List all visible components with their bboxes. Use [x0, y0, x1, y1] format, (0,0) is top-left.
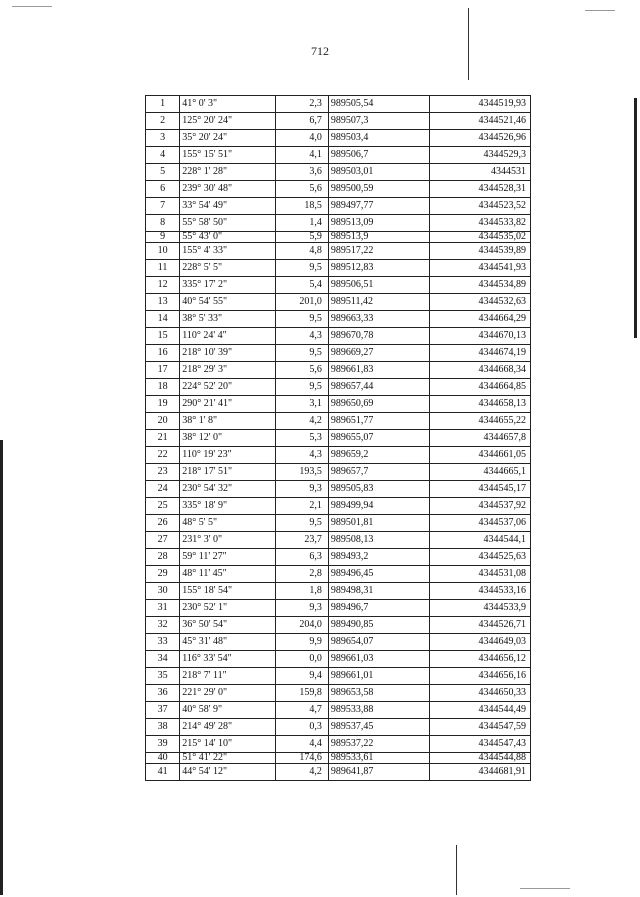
table-row	[146, 583, 531, 600]
distance-cell: 4,2	[275, 413, 328, 430]
direction-angle-cell: 224° 52' 20"	[180, 379, 275, 396]
x-coordinate-cell: 989654,07	[328, 634, 429, 651]
distance-cell: 3,1	[275, 396, 328, 413]
table-row	[146, 549, 531, 566]
row-number-cell: 8	[146, 215, 180, 232]
distance-cell: 4,0	[275, 130, 328, 147]
table-row	[146, 481, 531, 498]
scan-edge-line-left	[0, 440, 3, 895]
y-coordinate-cell: 4344534,89	[429, 277, 530, 294]
distance-cell: 9,4	[275, 668, 328, 685]
y-coordinate-cell: 4344531,08	[429, 566, 530, 583]
table-row	[146, 277, 531, 294]
row-number-cell: 2	[146, 113, 180, 130]
x-coordinate-cell: 989641,87	[328, 764, 429, 781]
row-number-cell: 11	[146, 260, 180, 277]
direction-angle-cell: 218° 29' 3"	[180, 362, 275, 379]
row-number-cell: 19	[146, 396, 180, 413]
row-number-cell: 3	[146, 130, 180, 147]
y-coordinate-cell: 4344655,22	[429, 413, 530, 430]
x-coordinate-cell: 989503,4	[328, 130, 429, 147]
y-coordinate-cell: 4344665,1	[429, 464, 530, 481]
table-row	[146, 668, 531, 685]
distance-cell: 9,5	[275, 311, 328, 328]
distance-cell: 9,5	[275, 379, 328, 396]
table-row	[146, 96, 531, 113]
x-coordinate-cell: 989508,13	[328, 532, 429, 549]
table-row	[146, 311, 531, 328]
distance-cell: 6,7	[275, 113, 328, 130]
x-coordinate-cell: 989533,88	[328, 702, 429, 719]
scan-edge-line-right	[634, 98, 637, 338]
distance-cell: 2,8	[275, 566, 328, 583]
y-coordinate-cell: 4344547,43	[429, 736, 530, 753]
x-coordinate-cell: 989661,03	[328, 651, 429, 668]
distance-cell: 2,3	[275, 96, 328, 113]
distance-cell: 4,2	[275, 764, 328, 781]
distance-cell: 5,9	[275, 232, 328, 243]
direction-angle-cell: 55° 43' 0"	[180, 232, 275, 243]
distance-cell: 201,0	[275, 294, 328, 311]
direction-angle-cell: 116° 33' 54"	[180, 651, 275, 668]
direction-angle-cell: 214° 49' 28"	[180, 719, 275, 736]
distance-cell: 9,5	[275, 515, 328, 532]
table-row	[146, 532, 531, 549]
y-coordinate-cell: 4344531	[429, 164, 530, 181]
scan-speck	[585, 10, 615, 11]
table-row	[146, 243, 531, 260]
table-row	[146, 328, 531, 345]
x-coordinate-cell: 989659,2	[328, 447, 429, 464]
table-row	[146, 345, 531, 362]
table-row	[146, 147, 531, 164]
x-coordinate-cell: 989505,54	[328, 96, 429, 113]
x-coordinate-cell: 989496,45	[328, 566, 429, 583]
direction-angle-cell: 110° 24' 4"	[180, 328, 275, 345]
table-row	[146, 379, 531, 396]
direction-angle-cell: 33° 54' 49"	[180, 198, 275, 215]
x-coordinate-cell: 989500,59	[328, 181, 429, 198]
distance-cell: 4,7	[275, 702, 328, 719]
coordinates-table	[145, 95, 531, 781]
y-coordinate-cell: 4344525,63	[429, 549, 530, 566]
direction-angle-cell: 38° 1' 8"	[180, 413, 275, 430]
x-coordinate-cell: 989496,7	[328, 600, 429, 617]
coordinates-table-body	[146, 96, 531, 781]
distance-cell: 2,1	[275, 498, 328, 515]
x-coordinate-cell: 989670,78	[328, 328, 429, 345]
table-row	[146, 413, 531, 430]
x-coordinate-cell: 989503,01	[328, 164, 429, 181]
distance-cell: 6,3	[275, 549, 328, 566]
direction-angle-cell: 228° 5' 5"	[180, 260, 275, 277]
row-number-cell: 39	[146, 736, 180, 753]
distance-cell: 4,3	[275, 328, 328, 345]
distance-cell: 5,6	[275, 181, 328, 198]
table-row	[146, 736, 531, 753]
row-number-cell: 22	[146, 447, 180, 464]
y-coordinate-cell: 4344681,91	[429, 764, 530, 781]
direction-angle-cell: 35° 20' 24"	[180, 130, 275, 147]
table-row	[146, 651, 531, 668]
distance-cell: 204,0	[275, 617, 328, 634]
distance-cell: 9,5	[275, 345, 328, 362]
direction-angle-cell: 55° 58' 50"	[180, 215, 275, 232]
distance-cell: 9,5	[275, 260, 328, 277]
direction-angle-cell: 44° 54' 12"	[180, 764, 275, 781]
x-coordinate-cell: 989501,81	[328, 515, 429, 532]
direction-angle-cell: 38° 12' 0"	[180, 430, 275, 447]
y-coordinate-cell: 4344533,82	[429, 215, 530, 232]
distance-cell: 5,6	[275, 362, 328, 379]
y-coordinate-cell: 4344668,34	[429, 362, 530, 379]
y-coordinate-cell: 4344526,96	[429, 130, 530, 147]
y-coordinate-cell: 4344529,3	[429, 147, 530, 164]
y-coordinate-cell: 4344532,63	[429, 294, 530, 311]
y-coordinate-cell: 4344661,05	[429, 447, 530, 464]
direction-angle-cell: 38° 5' 33"	[180, 311, 275, 328]
y-coordinate-cell: 4344656,16	[429, 668, 530, 685]
row-number-cell: 1	[146, 96, 180, 113]
distance-cell: 174,6	[275, 753, 328, 764]
direction-angle-cell: 48° 5' 5"	[180, 515, 275, 532]
table-row	[146, 396, 531, 413]
direction-angle-cell: 51° 41' 22"	[180, 753, 275, 764]
x-coordinate-cell: 989511,42	[328, 294, 429, 311]
row-number-cell: 40	[146, 753, 180, 764]
direction-angle-cell: 155° 18' 54"	[180, 583, 275, 600]
direction-angle-cell: 218° 10' 39"	[180, 345, 275, 362]
y-coordinate-cell: 4344541,93	[429, 260, 530, 277]
y-coordinate-cell: 4344649,03	[429, 634, 530, 651]
scan-speck	[520, 888, 570, 889]
direction-angle-cell: 231° 3' 0"	[180, 532, 275, 549]
table-row	[146, 113, 531, 130]
direction-angle-cell: 239° 30' 48"	[180, 181, 275, 198]
distance-cell: 4,3	[275, 447, 328, 464]
direction-angle-cell: 218° 17' 51"	[180, 464, 275, 481]
table-row	[146, 634, 531, 651]
table-row	[146, 130, 531, 147]
x-coordinate-cell: 989506,7	[328, 147, 429, 164]
table-row	[146, 447, 531, 464]
x-coordinate-cell: 989513,9	[328, 232, 429, 243]
y-coordinate-cell: 4344523,52	[429, 198, 530, 215]
row-number-cell: 33	[146, 634, 180, 651]
table-row	[146, 164, 531, 181]
distance-cell: 5,3	[275, 430, 328, 447]
row-number-cell: 29	[146, 566, 180, 583]
table-row	[146, 600, 531, 617]
row-number-cell: 20	[146, 413, 180, 430]
y-coordinate-cell: 4344544,88	[429, 753, 530, 764]
distance-cell: 9,3	[275, 481, 328, 498]
direction-angle-cell: 40° 54' 55"	[180, 294, 275, 311]
distance-cell: 5,4	[275, 277, 328, 294]
x-coordinate-cell: 989493,2	[328, 549, 429, 566]
row-number-cell: 36	[146, 685, 180, 702]
direction-angle-cell: 290° 21' 41"	[180, 396, 275, 413]
row-number-cell: 21	[146, 430, 180, 447]
row-number-cell: 34	[146, 651, 180, 668]
y-coordinate-cell: 4344658,13	[429, 396, 530, 413]
scan-speck	[12, 6, 52, 7]
table-row	[146, 685, 531, 702]
row-number-cell: 27	[146, 532, 180, 549]
direction-angle-cell: 125° 20' 24"	[180, 113, 275, 130]
y-coordinate-cell: 4344533,16	[429, 583, 530, 600]
x-coordinate-cell: 989499,94	[328, 498, 429, 515]
y-coordinate-cell: 4344664,85	[429, 379, 530, 396]
direction-angle-cell: 45° 31' 48"	[180, 634, 275, 651]
x-coordinate-cell: 989505,83	[328, 481, 429, 498]
row-number-cell: 7	[146, 198, 180, 215]
distance-cell: 18,5	[275, 198, 328, 215]
y-coordinate-cell: 4344544,1	[429, 532, 530, 549]
y-coordinate-cell: 4344544,49	[429, 702, 530, 719]
scan-edge-line-bottom	[456, 845, 457, 895]
y-coordinate-cell: 4344650,33	[429, 685, 530, 702]
y-coordinate-cell: 4344656,12	[429, 651, 530, 668]
table-row	[146, 181, 531, 198]
direction-angle-cell: 221° 29' 0"	[180, 685, 275, 702]
row-number-cell: 15	[146, 328, 180, 345]
direction-angle-cell: 36° 50' 54"	[180, 617, 275, 634]
table-row	[146, 464, 531, 481]
x-coordinate-cell: 989661,83	[328, 362, 429, 379]
row-number-cell: 35	[146, 668, 180, 685]
row-number-cell: 14	[146, 311, 180, 328]
row-number-cell: 26	[146, 515, 180, 532]
table-row	[146, 198, 531, 215]
table-row	[146, 294, 531, 311]
x-coordinate-cell: 989657,7	[328, 464, 429, 481]
table-row	[146, 764, 531, 781]
table-row	[146, 215, 531, 232]
direction-angle-cell: 215° 14' 10"	[180, 736, 275, 753]
distance-cell: 159,8	[275, 685, 328, 702]
x-coordinate-cell: 989533,61	[328, 753, 429, 764]
x-coordinate-cell: 989513,09	[328, 215, 429, 232]
direction-angle-cell: 230° 52' 1"	[180, 600, 275, 617]
y-coordinate-cell: 4344519,93	[429, 96, 530, 113]
table-row	[146, 617, 531, 634]
table-row	[146, 232, 531, 243]
x-coordinate-cell: 989653,58	[328, 685, 429, 702]
table-row	[146, 260, 531, 277]
x-coordinate-cell: 989661,01	[328, 668, 429, 685]
y-coordinate-cell: 4344657,8	[429, 430, 530, 447]
y-coordinate-cell: 4344535,02	[429, 232, 530, 243]
x-coordinate-cell: 989655,07	[328, 430, 429, 447]
direction-angle-cell: 228° 1' 28"	[180, 164, 275, 181]
x-coordinate-cell: 989517,22	[328, 243, 429, 260]
table-row	[146, 498, 531, 515]
row-number-cell: 4	[146, 147, 180, 164]
x-coordinate-cell: 989512,83	[328, 260, 429, 277]
direction-angle-cell: 230° 54' 32"	[180, 481, 275, 498]
distance-cell: 0,0	[275, 651, 328, 668]
row-number-cell: 37	[146, 702, 180, 719]
distance-cell: 23,7	[275, 532, 328, 549]
row-number-cell: 6	[146, 181, 180, 198]
table-row	[146, 753, 531, 764]
x-coordinate-cell: 989537,22	[328, 736, 429, 753]
direction-angle-cell: 110° 19' 23"	[180, 447, 275, 464]
y-coordinate-cell: 4344547,59	[429, 719, 530, 736]
table-row	[146, 515, 531, 532]
distance-cell: 4,1	[275, 147, 328, 164]
table-row	[146, 702, 531, 719]
x-coordinate-cell: 989498,31	[328, 583, 429, 600]
direction-angle-cell: 335° 17' 2"	[180, 277, 275, 294]
direction-angle-cell: 155° 4' 33"	[180, 243, 275, 260]
row-number-cell: 10	[146, 243, 180, 260]
table-row	[146, 362, 531, 379]
row-number-cell: 16	[146, 345, 180, 362]
row-number-cell: 30	[146, 583, 180, 600]
y-coordinate-cell: 4344537,92	[429, 498, 530, 515]
x-coordinate-cell: 989537,45	[328, 719, 429, 736]
x-coordinate-cell: 989507,3	[328, 113, 429, 130]
direction-angle-cell: 40° 58' 9"	[180, 702, 275, 719]
x-coordinate-cell: 989490,85	[328, 617, 429, 634]
direction-angle-cell: 335° 18' 9"	[180, 498, 275, 515]
row-number-cell: 18	[146, 379, 180, 396]
distance-cell: 1,4	[275, 215, 328, 232]
table-row	[146, 566, 531, 583]
x-coordinate-cell: 989497,77	[328, 198, 429, 215]
direction-angle-cell: 41° 0' 3"	[180, 96, 275, 113]
x-coordinate-cell: 989650,69	[328, 396, 429, 413]
row-number-cell: 23	[146, 464, 180, 481]
direction-angle-cell: 218° 7' 11"	[180, 668, 275, 685]
row-number-cell: 28	[146, 549, 180, 566]
distance-cell: 9,9	[275, 634, 328, 651]
row-number-cell: 31	[146, 600, 180, 617]
x-coordinate-cell: 989663,33	[328, 311, 429, 328]
row-number-cell: 13	[146, 294, 180, 311]
x-coordinate-cell: 989506,51	[328, 277, 429, 294]
table-row	[146, 430, 531, 447]
row-number-cell: 25	[146, 498, 180, 515]
y-coordinate-cell: 4344670,13	[429, 328, 530, 345]
direction-angle-cell: 59° 11' 27"	[180, 549, 275, 566]
row-number-cell: 17	[146, 362, 180, 379]
row-number-cell: 41	[146, 764, 180, 781]
y-coordinate-cell: 4344537,06	[429, 515, 530, 532]
distance-cell: 0,3	[275, 719, 328, 736]
table-row	[146, 719, 531, 736]
distance-cell: 9,3	[275, 600, 328, 617]
y-coordinate-cell: 4344664,29	[429, 311, 530, 328]
row-number-cell: 32	[146, 617, 180, 634]
distance-cell: 193,5	[275, 464, 328, 481]
y-coordinate-cell: 4344674,19	[429, 345, 530, 362]
row-number-cell: 5	[146, 164, 180, 181]
row-number-cell: 9	[146, 232, 180, 243]
row-number-cell: 38	[146, 719, 180, 736]
y-coordinate-cell: 4344533,9	[429, 600, 530, 617]
distance-cell: 3,6	[275, 164, 328, 181]
distance-cell: 1,8	[275, 583, 328, 600]
page-number: 712	[311, 44, 329, 58]
y-coordinate-cell: 4344528,31	[429, 181, 530, 198]
scan-edge-line-top	[468, 8, 469, 80]
row-number-cell: 24	[146, 481, 180, 498]
y-coordinate-cell: 4344539,89	[429, 243, 530, 260]
distance-cell: 4,4	[275, 736, 328, 753]
direction-angle-cell: 155° 15' 51"	[180, 147, 275, 164]
y-coordinate-cell: 4344526,71	[429, 617, 530, 634]
x-coordinate-cell: 989657,44	[328, 379, 429, 396]
y-coordinate-cell: 4344545,17	[429, 481, 530, 498]
y-coordinate-cell: 4344521,46	[429, 113, 530, 130]
direction-angle-cell: 48° 11' 45"	[180, 566, 275, 583]
distance-cell: 4,8	[275, 243, 328, 260]
x-coordinate-cell: 989651,77	[328, 413, 429, 430]
x-coordinate-cell: 989669,27	[328, 345, 429, 362]
row-number-cell: 12	[146, 277, 180, 294]
